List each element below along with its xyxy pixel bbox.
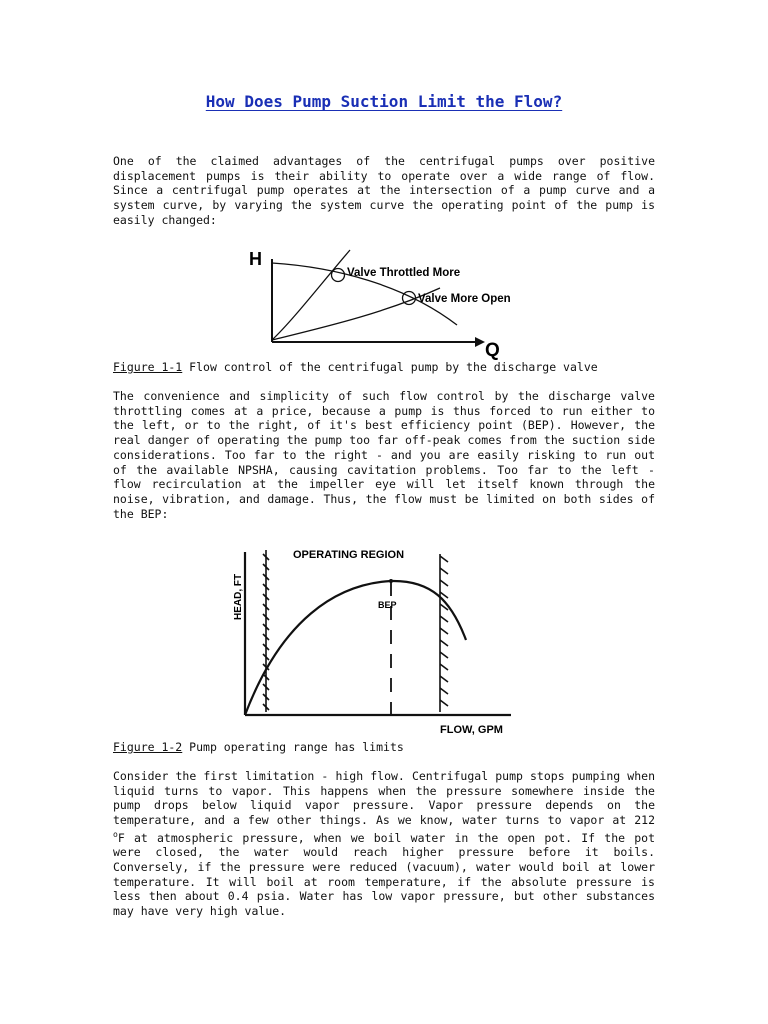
operating-point-throttled [332,269,345,282]
page-title: How Does Pump Suction Limit the Flow? [205,92,563,111]
label-valve-open: Valve More Open [418,293,511,305]
head-axis-label: HEAD, FT [233,573,244,620]
flow-axis-label: FLOW, GPM [440,724,503,735]
axis-q-arrowhead [475,337,485,347]
figure-2-caption: Figure 1-2 Pump operating range has limits [113,740,404,754]
bep-label: BEP [378,600,397,610]
label-valve-throttled: Valve Throttled More [347,267,461,279]
intro-paragraph: One of the claimed advantages of the centrifugal pumps over positive displacement pumps is their ability to operate over a wide range of flow. Since a centrifugal pump operates at the intersection of a pump curve and a system curve, by varying the system curve the operating point of the pump is easily changed: [113,154,655,227]
figure-1-x-label: Q [485,340,500,360]
high-flow-limit-hatch [440,554,448,712]
pump-head-curve [245,581,466,715]
bep-point [389,579,393,583]
paragraph-3: Consider the first limitation - high flow. Centrifugal pump stops pumping when liquid turns to vapor. This happens when the pressure somewhere inside the pump drops below liquid vapor pressure. Vapor pressure depends on the temperature, and a few other things. As we know, water turns to vapor at 212 $^o$F at atmospheric pressure, when we boil water in the open pot. If the pot were closed, the water would reach higher pressure before it boils. Conversely, if the pressure were reduced (vacuum), water would boil at lower temperature. It will boil at room temperature, if the absolute pressure is less then about 0.4 psia. Water has low vapor pressure, but other substances may have very high value. [113,769,655,919]
paragraph-2: The convenience and simplicity of such flow control by the discharge valve throttling comes at a price, because a pump is thus forced to run either to the left, or to the right, of it's best efficiency point (BEP). However, the real danger of operating the pump too far off-peak comes from the suction side considerations. Too far to the right - and you are easily risking to run out of the available NPSHA, causing cavitation problems. Too far to the left - flow recirculation at the impeller eye will let itself known through the noise, vibration, and damage. Thus, the flow must be limited on both sides of the BEP: [113,389,655,521]
figure-2-operating-range-chart [226,540,546,735]
figure-1-caption: Figure 1-1 Flow control of the centrifugal pump by the discharge valve [113,360,598,374]
low-flow-limit-hatch [263,550,269,712]
figure-1-flow-control-diagram [245,245,525,360]
degree-superscript: o [113,829,118,839]
figure-1-y-label: H [249,249,262,269]
operating-region-title: OPERATING REGION [293,549,405,561]
